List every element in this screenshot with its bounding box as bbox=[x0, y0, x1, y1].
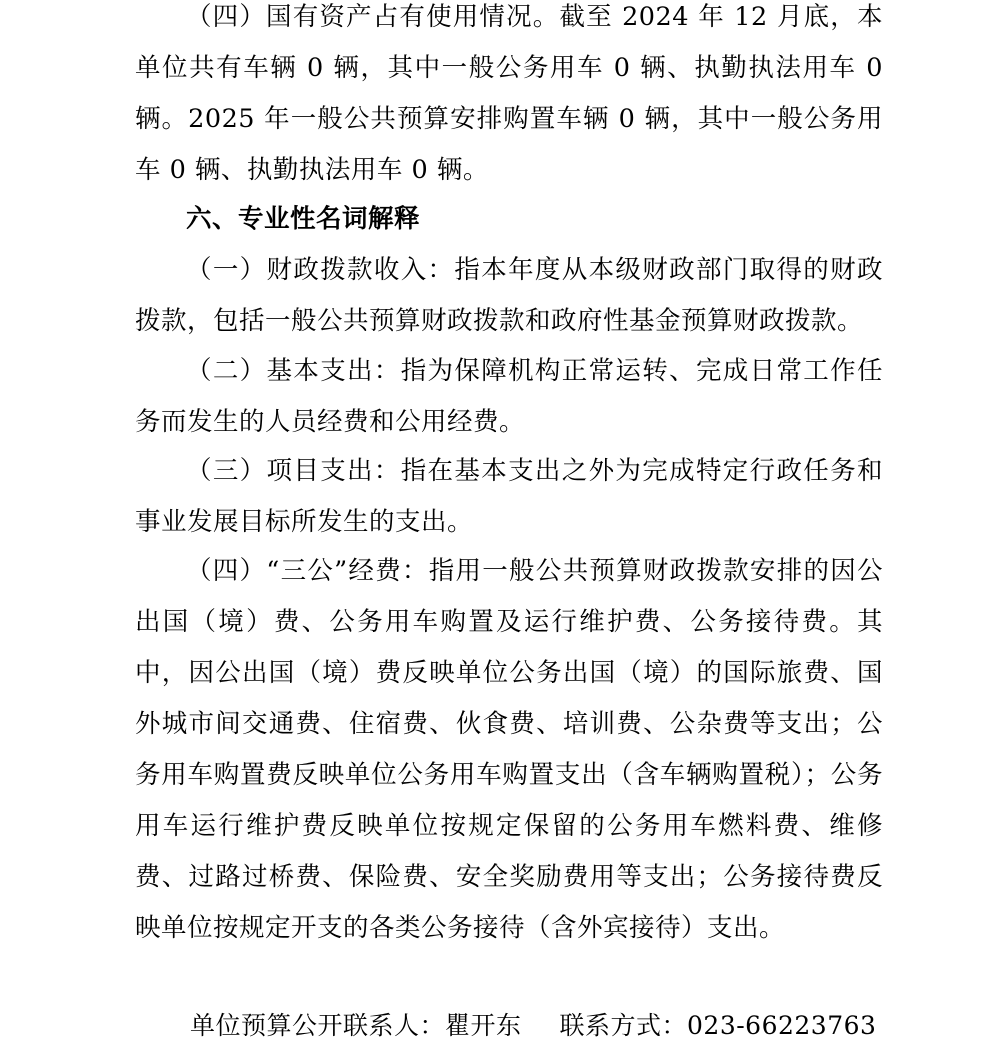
assets-label: （四）国有资产占有使用情况。 bbox=[186, 2, 560, 32]
term-text-1: 指本年度从本级财政部门取得的财政拨款，包括一般公共预算财政拨款和政府性基金预算财政拨款。 bbox=[135, 255, 883, 336]
term-label-2: （二）基本支出： bbox=[186, 356, 401, 386]
term-label-4: （四）“三公”经费： bbox=[186, 556, 429, 586]
term-paragraph-3 bbox=[135, 446, 883, 548]
contact-person: 单位预算公开联系人：瞿开东 bbox=[190, 1011, 522, 1040]
term-paragraph-2 bbox=[135, 346, 883, 448]
section-heading: 六、专业性名词解释 bbox=[186, 204, 421, 234]
contact-footer bbox=[190, 1003, 876, 1049]
term-label-1: （一）财政拨款收入： bbox=[186, 255, 455, 285]
assets-text: 截至 2024 年 12 月底，本单位共有车辆 0 辆，其中一般公务用车 0 辆、执勤执法用车 0 辆。2025 年一般公共预算安排购置车辆 0 辆，其中一般公务用车 0 辆、执勤执法用车 0 辆。 bbox=[135, 2, 883, 185]
term-label-3: （三）项目支出： bbox=[186, 456, 401, 486]
assets-paragraph bbox=[135, 0, 883, 196]
term-text-2: 指为保障机构正常运转、完成日常工作任务而发生的人员经费和公用经费。 bbox=[135, 356, 883, 437]
contact-phone: 联系方式：023-66223763 bbox=[559, 1011, 877, 1040]
term-text-3: 指在基本支出之外为完成特定行政任务和事业发展目标所发生的支出。 bbox=[135, 456, 883, 537]
term-paragraph-4 bbox=[135, 546, 883, 954]
term-paragraph-1 bbox=[135, 245, 883, 347]
term-text-4: 指用一般公共预算财政拨款安排的因公出国（境）费、公务用车购置及运行维护费、公务接待费。其中，因公出国（境）费反映单位公务出国（境）的国际旅费、国外城市间交通费、住宿费、伙食费、培训费、公杂费等支出；公务用车购置费反映单位公务用车购置支出（含车辆购置税）；公务用车运行维护费反映单位按规定保留的公务用车燃料费、维修费、过路过桥费、保险费、安全奖励费用等支出；公务接待费反映单位按规定开支的各类公务接待（含外宾接待）支出。 bbox=[135, 556, 883, 943]
